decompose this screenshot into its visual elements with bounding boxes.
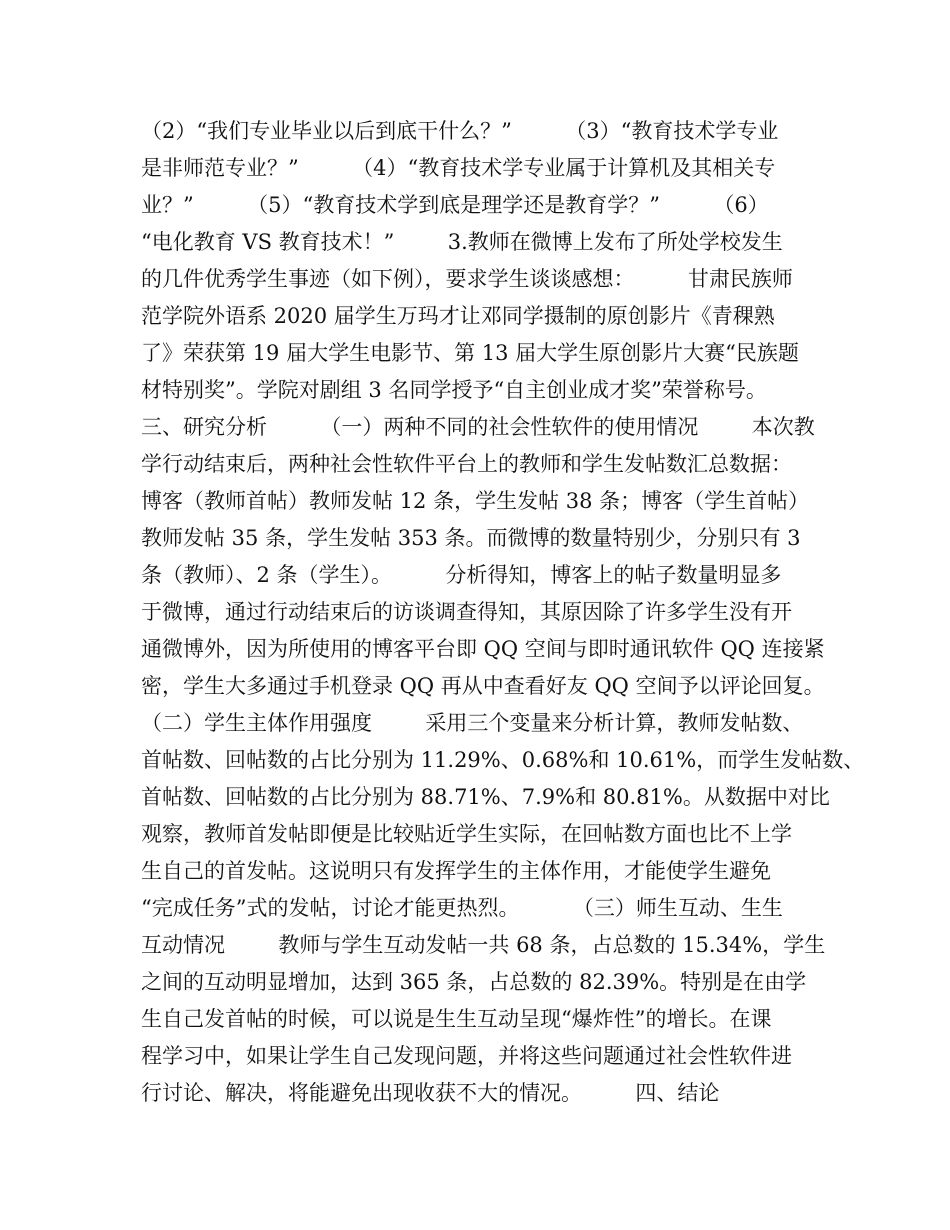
text-line: 的几件优秀学生事迹（如下例），要求学生谈谈感想： 甘肃民族师 bbox=[141, 267, 793, 291]
text-line: 密，学生大多通过手机登录 QQ 再从中查看好友 QQ 空间予以评论回复。 bbox=[141, 674, 825, 698]
text-line: 观察，教师首发帖即便是比较贴近学生实际，在回帖数方面也比不上学 bbox=[141, 822, 792, 846]
text-line: 学行动结束后，两种社会性软件平台上的教师和学生发帖数汇总数据： bbox=[141, 452, 792, 476]
text-line: 行讨论、解决，将能避免出现收获不大的情况。 四、结论 bbox=[141, 1081, 720, 1105]
text-line: “完成任务”式的发帖，讨论才能更热烈。 （三）师生互动、生生 bbox=[141, 896, 783, 920]
text-line: 首帖数、回帖数的占比分别为 11.29%、0.68%和 10.61%，而学生发帖数、 bbox=[141, 748, 865, 772]
text-line: 于微博，通过行动结束后的访谈调查得知，其原因除了许多学生没有开 bbox=[141, 600, 792, 624]
text-line: 材特别奖”。学院对剧组 3 名同学授予“自主创业成才奖”荣誉称号。 bbox=[141, 378, 767, 402]
text-line: 通微博外，因为所使用的博客平台即 QQ 空间与即时通讯软件 QQ 连接紧 bbox=[141, 637, 825, 661]
text-line: 教师发帖 35 条，学生发帖 353 条。而微博的数量特别少，分别只有 3 bbox=[141, 526, 801, 550]
text-line: 首帖数、回帖数的占比分别为 88.71%、7.9%和 80.81%。从数据中对比 bbox=[141, 785, 830, 809]
text-line: 生自己的首发帖。这说明只有发挥学生的主体作用，才能使学生避免 bbox=[141, 859, 771, 883]
text-line: （2）“我们专业毕业以后到底干什么？” （3）“教育技术学专业 bbox=[141, 119, 779, 143]
text-line: 互动情况 教师与学生互动发帖一共 68 条，占总数的 15.34%，学生 bbox=[141, 933, 826, 957]
text-line: 范学院外语系 2020 届学生万玛才让邓同学摄制的原创影片《青稞熟 bbox=[141, 304, 775, 328]
body-text bbox=[141, 113, 865, 1112]
text-line: 业？” （5）“教育技术学到底是理学还是教育学？” （6） bbox=[141, 193, 769, 217]
text-line: 程学习中，如果让学生自己发现问题，并将这些问题通过社会性软件进 bbox=[141, 1044, 792, 1068]
text-line: 条（教师）、2 条（学生）。 分析得知，博客上的帖子数量明显多 bbox=[141, 563, 782, 587]
text-line: （二）学生主体作用强度 采用三个变量来分析计算，教师发帖数、 bbox=[141, 711, 804, 735]
text-line: 博客（教师首帖）教师发帖 12 条，学生发帖 38 条；博客（学生首帖） bbox=[141, 489, 810, 513]
text-line: 之间的互动明显增加，达到 365 条，占总数的 82.39%。特别是在由学 bbox=[141, 970, 807, 994]
text-line: 了》荣获第 19 届大学生电影节、第 13 届大学生原创影片大赛“民族题 bbox=[141, 341, 799, 365]
text-line: 三、研究分析 （一）两种不同的社会性软件的使用情况 本次教 bbox=[141, 415, 815, 439]
text-line: 生自己发首帖的时候，可以说是生生互动呈现“爆炸性”的增长。在课 bbox=[141, 1007, 772, 1031]
text-line: 是非师范专业？” （4）“教育技术学专业属于计算机及其相关专 bbox=[141, 156, 776, 180]
text-line: “电化教育 VS 教育技术！” 3.教师在微博上发布了所处学校发生 bbox=[141, 230, 783, 254]
